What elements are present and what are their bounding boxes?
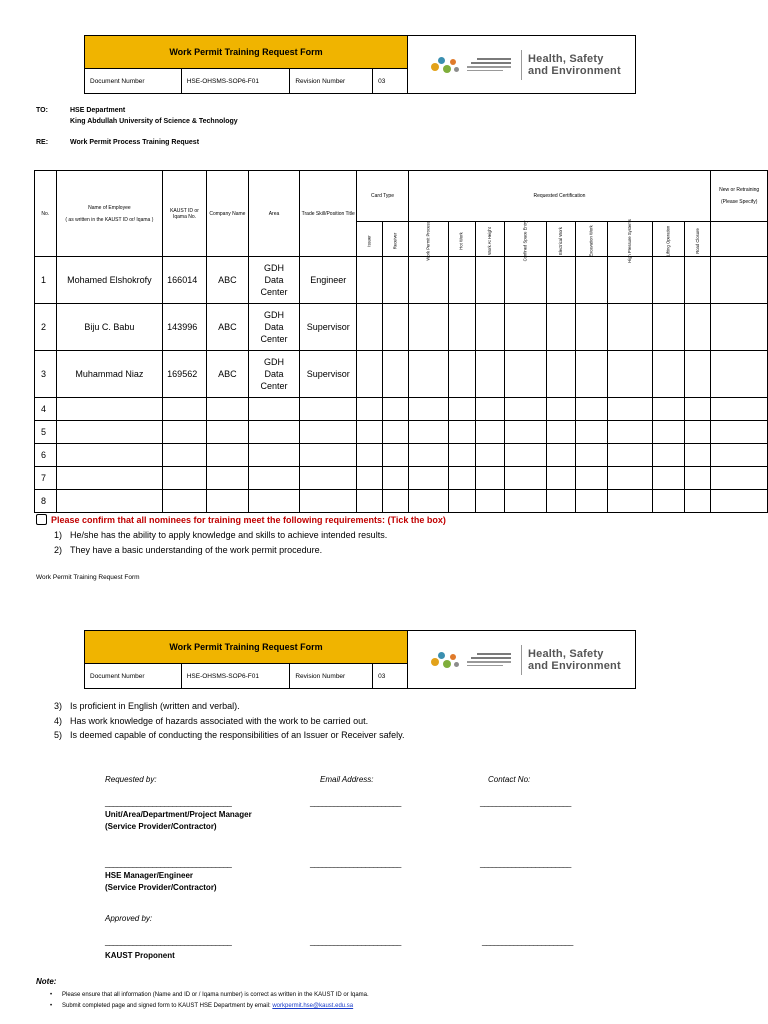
row-number: 5 <box>35 421 57 444</box>
area[interactable] <box>248 444 299 467</box>
subheader-issuer: Issuer <box>357 222 382 257</box>
trade-title[interactable] <box>300 398 357 421</box>
table-cell[interactable] <box>505 444 547 467</box>
table-cell[interactable] <box>448 304 476 351</box>
requirement-item: 5) Is deemed capable of conducting the responsibilities of an Issuer or Receiver safely. <box>54 730 405 740</box>
table-cell[interactable] <box>448 421 476 444</box>
table-cell[interactable] <box>505 467 547 490</box>
table-cell[interactable] <box>684 257 711 304</box>
table-row <box>35 490 768 513</box>
area[interactable] <box>248 398 299 421</box>
trade-title: Supervisor <box>300 304 357 351</box>
kaust-hse-logo <box>409 36 636 93</box>
company-name[interactable] <box>206 467 248 490</box>
logo-dots-icon <box>431 650 461 670</box>
table-cell[interactable] <box>357 351 382 398</box>
table-cell[interactable] <box>448 398 476 421</box>
table-cell[interactable] <box>448 490 476 513</box>
table-cell[interactable] <box>408 304 448 351</box>
table-cell[interactable] <box>547 398 576 421</box>
table-cell[interactable] <box>408 398 448 421</box>
company-name: ABC <box>206 257 248 304</box>
revision-value: 03 <box>378 672 386 680</box>
logo-text-line1: Health, Safety <box>528 647 604 660</box>
table-cell[interactable] <box>448 467 476 490</box>
email-line-manager[interactable]: _______________________ <box>310 798 401 807</box>
table-cell[interactable] <box>448 351 476 398</box>
table-cell[interactable] <box>575 467 607 490</box>
table-cell[interactable] <box>608 467 653 490</box>
employee-id: 169562 <box>163 351 207 398</box>
contact-no-label: Contact No: <box>488 775 531 784</box>
company-name: ABC <box>206 304 248 351</box>
table-cell[interactable] <box>408 257 448 304</box>
table-cell[interactable] <box>382 257 408 304</box>
row-number: 8 <box>35 490 57 513</box>
col-header-trade: Trade Skill/Position Title <box>300 171 357 257</box>
table-row <box>35 257 768 304</box>
table-cell[interactable] <box>608 490 653 513</box>
table-row <box>35 398 768 421</box>
table-cell[interactable] <box>711 304 768 351</box>
logo-dots-icon <box>431 55 461 75</box>
form-header-second <box>84 630 636 689</box>
subheader-cert: Work Permit Process <box>408 222 448 257</box>
subheader-cert: High Pressure Systems <box>608 222 653 257</box>
role-project-manager: Unit/Area/Department/Project Manager (Service Provider/Contractor) <box>105 810 252 831</box>
table-cell[interactable] <box>382 304 408 351</box>
table-cell[interactable] <box>684 398 711 421</box>
email-link[interactable]: workpermit.hse@kaust.edu.sa <box>272 1003 354 1009</box>
table-cell[interactable] <box>547 444 576 467</box>
table-cell[interactable] <box>608 398 653 421</box>
table-cell[interactable] <box>608 421 653 444</box>
table-cell[interactable] <box>408 444 448 467</box>
table-cell[interactable] <box>608 304 653 351</box>
subheader-cert: Excavation Work <box>575 222 607 257</box>
col-header-new-retraining: New or Retraining (Please Specify) <box>711 171 768 222</box>
table-cell[interactable] <box>476 304 505 351</box>
page-footer-label: Work Permit Training Request Form <box>36 574 140 581</box>
table-cell[interactable] <box>575 257 607 304</box>
employee-id[interactable] <box>163 467 207 490</box>
doc-number-value: HSE-OHSMS-SOP6-F01 <box>182 664 291 688</box>
revision-label: Revision Number <box>290 664 373 688</box>
col-header-certification: Requested Certification <box>408 171 711 222</box>
subheader-cert: Hot Work <box>448 222 476 257</box>
table-cell[interactable] <box>476 398 505 421</box>
note-item: • Submit completed page and signed form to KAUST HSE Department by email: workpermit.hse@kaust.edu.sa <box>62 1003 353 1009</box>
trade-title[interactable] <box>300 490 357 513</box>
table-cell[interactable] <box>711 444 768 467</box>
email-address-label: Email Address: <box>320 775 374 784</box>
doc-number-label: Document Number <box>85 69 182 93</box>
signature-line-proponent[interactable]: ________________________________ <box>105 937 232 946</box>
row-number: 3 <box>35 351 57 398</box>
subheader-cert: Lifting Operation <box>652 222 684 257</box>
table-cell[interactable] <box>711 490 768 513</box>
table-cell[interactable] <box>382 467 408 490</box>
table-cell[interactable] <box>476 257 505 304</box>
company-name[interactable] <box>206 398 248 421</box>
employee-id[interactable] <box>163 444 207 467</box>
re-label: RE: <box>36 139 49 146</box>
confirm-text: Please confirm that all nominees for training meet the following requirements: (Tick the box) <box>51 514 446 525</box>
requirement-item: 3) Is proficient in English (written and verbal). <box>54 701 240 711</box>
table-cell[interactable] <box>505 257 547 304</box>
subheader-cert: Confined Space Entry <box>505 222 547 257</box>
trade-title: Supervisor <box>300 351 357 398</box>
employee-id: 143996 <box>163 304 207 351</box>
signature-line-manager[interactable]: ________________________________ <box>105 798 232 807</box>
col-header-card-type: Card Type <box>357 171 408 222</box>
company-name: ABC <box>206 351 248 398</box>
table-cell[interactable] <box>505 490 547 513</box>
table-cell[interactable] <box>357 398 382 421</box>
confirm-checkbox[interactable] <box>36 514 47 525</box>
kaust-hse-logo <box>409 631 636 688</box>
email-line-hse[interactable]: _______________________ <box>310 859 401 868</box>
subheader-cert: Work At Height <box>476 222 505 257</box>
table-cell[interactable] <box>711 398 768 421</box>
table-cell[interactable] <box>575 351 607 398</box>
table-cell[interactable] <box>608 257 653 304</box>
table-cell[interactable] <box>652 467 684 490</box>
subheader-cert: Electrical Work <box>547 222 576 257</box>
area: GDH Data Center <box>248 304 299 351</box>
table-cell[interactable] <box>684 304 711 351</box>
company-name[interactable] <box>206 490 248 513</box>
employee-name[interactable] <box>56 421 163 444</box>
table-row <box>35 421 768 444</box>
table-cell[interactable] <box>575 304 607 351</box>
table-row <box>35 444 768 467</box>
area: GDH Data Center <box>248 351 299 398</box>
doc-number-label: Document Number <box>85 664 182 688</box>
subheader-receiver: Receiver <box>382 222 408 257</box>
table-cell[interactable] <box>476 467 505 490</box>
to-label: TO: <box>36 107 48 114</box>
table-cell[interactable] <box>382 421 408 444</box>
table-cell[interactable] <box>684 490 711 513</box>
table-cell[interactable] <box>408 421 448 444</box>
table-row <box>35 351 768 398</box>
confirm-requirements <box>36 514 446 525</box>
document-info-row <box>85 664 408 688</box>
table-cell[interactable] <box>382 398 408 421</box>
row-number: 7 <box>35 467 57 490</box>
col-header-name: Name of Employee ( as written in the KAUST ID or/ Iqama ) <box>56 171 163 257</box>
table-cell[interactable] <box>505 351 547 398</box>
trade-title: Engineer <box>300 257 357 304</box>
table-cell[interactable] <box>382 351 408 398</box>
table-cell[interactable] <box>357 490 382 513</box>
revision-value: 03 <box>378 77 386 85</box>
area[interactable] <box>248 490 299 513</box>
note-label: Note: <box>36 977 57 986</box>
document-info-row <box>85 69 408 93</box>
table-cell[interactable] <box>408 351 448 398</box>
role-hse-manager: HSE Manager/Engineer (Service Provider/Contractor) <box>105 871 217 892</box>
trade-title[interactable] <box>300 421 357 444</box>
contact-line-manager[interactable]: _______________________ <box>480 798 571 807</box>
table-cell[interactable] <box>575 421 607 444</box>
table-cell[interactable] <box>684 467 711 490</box>
row-number: 2 <box>35 304 57 351</box>
table-cell[interactable] <box>382 444 408 467</box>
table-cell[interactable] <box>711 421 768 444</box>
col-header-area: Area <box>248 171 299 257</box>
logo-text-line2: and Environment <box>528 64 621 77</box>
table-cell[interactable] <box>547 490 576 513</box>
table-cell[interactable] <box>505 421 547 444</box>
logo-university-wordmark <box>467 56 515 73</box>
note-item: • Please ensure that all information (Name and ID or / Iqama number) is correct as written in the KAUST ID or Iqama. <box>62 992 369 998</box>
table-cell[interactable] <box>476 444 505 467</box>
employee-id[interactable] <box>163 398 207 421</box>
contact-line-hse[interactable]: _______________________ <box>480 859 571 868</box>
table-cell[interactable] <box>547 351 576 398</box>
table-cell[interactable] <box>652 444 684 467</box>
table-cell[interactable] <box>448 257 476 304</box>
table-cell[interactable] <box>476 490 505 513</box>
doc-number-value: HSE-OHSMS-SOP6-F01 <box>182 69 291 93</box>
nominee-table <box>34 170 768 513</box>
table-cell[interactable] <box>652 257 684 304</box>
employee-name: Biju C. Babu <box>56 304 163 351</box>
form-title: Work Permit Training Request Form <box>85 36 408 69</box>
company-name[interactable] <box>206 444 248 467</box>
logo-text-line2: and Environment <box>528 659 621 672</box>
table-cell[interactable] <box>652 304 684 351</box>
requirement-item: 4) Has work knowledge of hazards associated with the work to be carried out. <box>54 716 369 726</box>
signature-line-hse[interactable]: ________________________________ <box>105 859 232 868</box>
table-cell[interactable] <box>357 467 382 490</box>
table-cell[interactable] <box>575 444 607 467</box>
employee-name[interactable] <box>56 398 163 421</box>
revision-label: Revision Number <box>290 69 373 93</box>
subheader-cert: Road Closure <box>684 222 711 257</box>
form-header-top <box>84 35 636 94</box>
employee-id: 166014 <box>163 257 207 304</box>
table-cell[interactable] <box>608 351 653 398</box>
table-cell[interactable] <box>408 490 448 513</box>
employee-id[interactable] <box>163 421 207 444</box>
to-line2: King Abdullah University of Science & Technology <box>70 118 238 125</box>
table-row <box>35 304 768 351</box>
table-cell[interactable] <box>711 257 768 304</box>
table-cell[interactable] <box>684 421 711 444</box>
employee-name[interactable] <box>56 467 163 490</box>
employee-name: Muhammad Niaz <box>56 351 163 398</box>
table-row <box>35 467 768 490</box>
table-cell[interactable] <box>448 444 476 467</box>
role-kaust-proponent: KAUST Proponent <box>105 951 175 960</box>
table-cell[interactable] <box>684 444 711 467</box>
contact-line-proponent[interactable]: _______________________ <box>482 937 573 946</box>
logo-text-line1: Health, Safety <box>528 52 604 65</box>
table-cell[interactable] <box>357 421 382 444</box>
table-cell[interactable] <box>505 304 547 351</box>
table-cell[interactable] <box>608 444 653 467</box>
row-number: 6 <box>35 444 57 467</box>
requirement-item: 2) They have a basic understanding of the work permit procedure. <box>54 545 323 555</box>
trade-title[interactable] <box>300 444 357 467</box>
col-header-id: KAUST ID or Iqama No. <box>163 171 207 257</box>
table-cell[interactable] <box>575 490 607 513</box>
col-header-no: No. <box>35 171 57 257</box>
employee-name[interactable] <box>56 444 163 467</box>
requested-by-label: Requested by: <box>105 775 157 784</box>
company-name[interactable] <box>206 421 248 444</box>
area[interactable] <box>248 467 299 490</box>
email-line-proponent[interactable]: _______________________ <box>310 937 401 946</box>
table-cell[interactable] <box>408 467 448 490</box>
requirement-item: 1) He/she has the ability to apply knowledge and skills to achieve intended results. <box>54 530 388 540</box>
table-cell[interactable] <box>575 398 607 421</box>
re-text: Work Permit Process Training Request <box>70 139 200 146</box>
table-cell[interactable] <box>357 257 382 304</box>
table-cell[interactable] <box>652 421 684 444</box>
table-cell[interactable] <box>684 351 711 398</box>
row-number: 4 <box>35 398 57 421</box>
table-cell[interactable] <box>505 398 547 421</box>
table-cell[interactable] <box>547 304 576 351</box>
table-cell[interactable] <box>547 421 576 444</box>
table-cell[interactable] <box>476 421 505 444</box>
table-cell[interactable] <box>382 490 408 513</box>
employee-id[interactable] <box>163 490 207 513</box>
logo-university-wordmark <box>467 651 515 668</box>
area: GDH Data Center <box>248 257 299 304</box>
table-cell[interactable] <box>476 351 505 398</box>
employee-name: Mohamed Elshokrofy <box>56 257 163 304</box>
table-cell[interactable] <box>652 490 684 513</box>
trade-title[interactable] <box>300 467 357 490</box>
table-cell[interactable] <box>652 351 684 398</box>
form-title: Work Permit Training Request Form <box>85 631 408 664</box>
area[interactable] <box>248 421 299 444</box>
table-cell[interactable] <box>357 304 382 351</box>
table-cell[interactable] <box>652 398 684 421</box>
table-cell[interactable] <box>547 257 576 304</box>
table-cell[interactable] <box>711 467 768 490</box>
row-number: 1 <box>35 257 57 304</box>
employee-name[interactable] <box>56 490 163 513</box>
to-line1: HSE Department <box>70 107 126 114</box>
approved-by-label: Approved by: <box>105 914 153 923</box>
table-cell[interactable] <box>357 444 382 467</box>
table-cell[interactable] <box>711 351 768 398</box>
table-cell[interactable] <box>547 467 576 490</box>
col-header-company: Company Name <box>206 171 248 257</box>
